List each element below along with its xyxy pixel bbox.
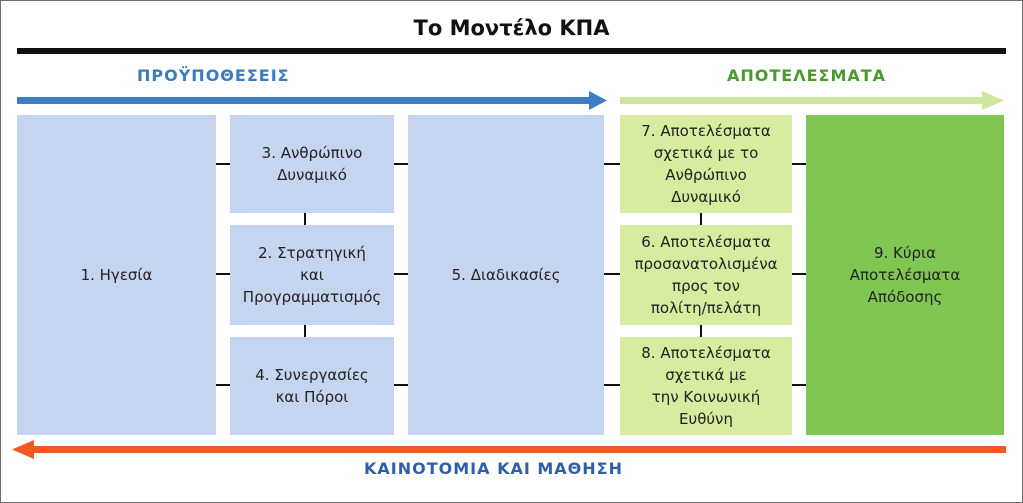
title-rule (17, 48, 1006, 54)
partnerships-label: 4. Συνεργασίες και Πόροι (255, 366, 369, 406)
connector (604, 163, 620, 165)
connector (604, 384, 620, 386)
connector (394, 163, 408, 165)
processes-box (408, 115, 604, 435)
processes-label: 5. Διαδικασίες (451, 266, 561, 284)
key-results-box (806, 115, 1004, 435)
citizen-results-box (620, 225, 792, 325)
connector (700, 325, 702, 337)
enablers-label: ΠΡΟΫΠΟΘΕΣΕΙΣ (137, 66, 290, 85)
connector (394, 384, 408, 386)
connector (792, 384, 806, 386)
leadership-box (17, 115, 216, 435)
people-results-box (620, 115, 792, 213)
diagram-title: Το Μοντέλο ΚΠΑ (413, 16, 610, 40)
results-label: ΑΠΟΤΕΛΕΣΜΑΤΑ (727, 66, 887, 85)
strategy-box (230, 225, 394, 325)
connector (700, 213, 702, 225)
people-box (230, 115, 394, 213)
connector (604, 273, 620, 275)
innovation-arrow (12, 440, 1007, 460)
results-arrow (620, 91, 1010, 111)
strategy-label: 2. Στρατηγική και Προγραμματισμός (242, 244, 382, 306)
people-label: 3. Ανθρώπινο Δυναμικό (261, 144, 363, 184)
partnerships-box (230, 337, 394, 435)
innovation-label: ΚΑΙΝΟΤΟΜΙΑ ΚΑΙ ΜΑΘΗΣΗ (364, 459, 623, 478)
leadership-label: 1. Ηγεσία (80, 266, 153, 284)
enablers-arrow (17, 91, 617, 111)
connector (792, 273, 806, 275)
connector (216, 163, 230, 165)
connector (216, 273, 230, 275)
connector (394, 273, 408, 275)
connector (304, 213, 306, 225)
connector (304, 325, 306, 337)
people-results-label: 7. Αποτελέσματα σχετικά με το Ανθρώπινο Δυναμικό (641, 122, 771, 206)
society-results-label: 8. Αποτελέσματα σχετικά με την Κοινωνική Ευθύνη (641, 344, 771, 428)
connector (216, 384, 230, 386)
citizen-results-label: 6. Αποτελέσματα προσανατολισμένα προς τον πολίτη/πελάτη (634, 233, 778, 317)
society-results-box (620, 337, 792, 435)
key-results-label: 9. Κύρια Αποτελέσματα Απόδοσης (849, 244, 961, 306)
connector (792, 163, 806, 165)
